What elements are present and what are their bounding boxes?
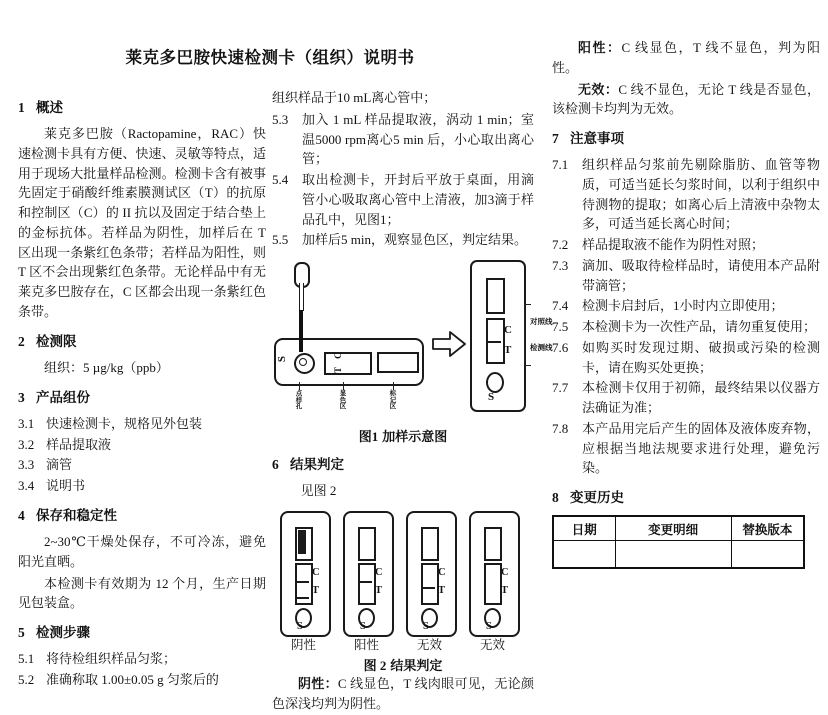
item-key: 3.3	[18, 457, 35, 473]
control-band-icon	[295, 581, 309, 583]
figure-1-zone-labels	[272, 382, 422, 422]
left-column	[18, 88, 266, 691]
marker-window-icon	[377, 352, 419, 373]
sample-well-letter: S	[297, 620, 303, 632]
lower-window-icon	[358, 563, 376, 605]
list-item	[18, 435, 266, 455]
list-item	[272, 170, 534, 229]
line-label-bracket	[524, 304, 531, 366]
leader-line	[343, 382, 344, 390]
section-6-title: 结果判定	[290, 457, 344, 472]
positive-text: C 线显色，T 线不显色，判为阳性。	[552, 40, 820, 75]
figure-1-caption	[272, 426, 534, 445]
invalid-term: 无效：	[578, 81, 619, 97]
section-3-title: 产品组份	[36, 389, 90, 405]
storage-paragraph-1: 2~30℃干燥处保存，不可冷冻，避免阳光直晒。	[18, 534, 266, 569]
section-8-heading	[552, 489, 820, 507]
section-7-heading	[552, 130, 820, 148]
item-value: 本检测卡仅用于初筛，最终结果以仪器方法确证为准；	[582, 380, 820, 416]
section-4-heading	[18, 507, 266, 525]
item-value: 检测卡启封后，1小时内立即使用；	[582, 298, 784, 314]
lower-window-icon	[421, 563, 439, 605]
list-item	[272, 230, 534, 250]
item-key: 7.3	[552, 257, 569, 273]
vertical-test-card	[470, 260, 526, 412]
result-window-icon	[324, 352, 372, 375]
result-strip-negative	[280, 511, 331, 637]
sample-well-icon	[486, 372, 504, 393]
section-5-title: 检测步骤	[36, 625, 90, 641]
list-item	[552, 296, 820, 316]
result-strip-invalid-2	[469, 511, 520, 637]
item-value: 加入 1 mL 样品提取液，涡动 1 min；室温5000 rpm离心5 min 后，小心取出离心管；	[302, 111, 534, 167]
item-value: 样品提取液	[46, 436, 112, 452]
list-item	[552, 378, 820, 418]
column-header-date: 日期	[553, 516, 615, 541]
item-key: 7.1	[552, 157, 569, 173]
item-key: 5.4	[272, 172, 289, 187]
test-line-letter: T	[501, 584, 509, 596]
negative-term: 阴性：	[298, 675, 338, 691]
section-4-number: 4	[18, 507, 25, 523]
section-8-number: 8	[552, 490, 559, 506]
result-strip-positive	[343, 511, 394, 637]
leader-line	[393, 382, 394, 390]
negative-text: C 线显色，T 线肉眼可见，无论颜色深浅均判为阴性。	[272, 675, 534, 711]
storage-paragraph-2: 本检测卡有效期为 12 个月，生产日期见包装盒。	[18, 575, 266, 611]
item-value: 加样后5 min，观察显色区，判定结果。	[302, 232, 527, 248]
list-item	[18, 476, 266, 496]
section-3-number: 3	[18, 389, 25, 405]
upper-window-icon	[486, 278, 505, 314]
dropper-stem-icon	[299, 283, 304, 311]
section-1-number: 1	[18, 100, 25, 115]
invalid-result-note	[552, 80, 820, 120]
list-item	[18, 414, 266, 434]
item-value: 快速检测卡，规格见外包装	[46, 415, 203, 431]
table-row	[553, 541, 804, 569]
list-item	[18, 455, 266, 475]
item-key: 7.7	[552, 380, 569, 396]
zone-label-color-zone: 显色区	[339, 390, 347, 411]
strip-result-label: 无效	[479, 637, 505, 652]
section-1-paragraph: 莱克多巴胺（Ractopamine，RAC）快速检测卡具有方便、快速、灵敏等特点，适用于现场大批量样品检测。检测卡含有被事先固定于硝酸纤维素膜测试区（T）的抗原和控制区（C）的 II 抗以及固定于结合垫上的金标抗体。若样品为阴性，加样后在 T 区出现一条紫红色条带；若样品为阳性，则 T 区不会出现紫红色条带。无论样品中有无莱克多巴胺存在，C 区都会出现一条紫红色条带。	[18, 126, 266, 319]
item-value: 将待检组织样品匀浆；	[46, 651, 177, 667]
sample-well-letter: S	[486, 620, 492, 632]
item-value: 本检测卡为一次性产品，请勿重复使用；	[582, 319, 817, 335]
list-item	[552, 256, 820, 296]
item-value: 组织样品匀浆前先剔除脂肪、血管等物质，可适当延长匀浆时间，以利于组织中待测物的提取；如离心后上清液中杂物太多，可适当延长离心时间；	[582, 157, 820, 232]
list-item	[272, 110, 534, 169]
section-6-number: 6	[272, 457, 279, 472]
test-line-letter: T	[375, 584, 383, 596]
right-column	[552, 38, 820, 569]
zone-label-sample-well: 点样孔	[295, 390, 303, 411]
item-value: 滴加、吸取待检样品时，请使用本产品附带滴管；	[582, 257, 820, 293]
item-key: 5.5	[272, 232, 289, 248]
list-item	[18, 670, 266, 690]
item-key: 7.2	[552, 237, 569, 253]
section-8-title: 变更历史	[570, 490, 624, 506]
item-key: 7.6	[552, 339, 569, 355]
control-line-letter: C	[501, 566, 509, 578]
upper-band-icon	[298, 530, 306, 554]
list-item	[552, 338, 820, 378]
process-arrow-icon	[432, 330, 466, 358]
section-5-carryover-text: 组织样品于10 mL离心管中；	[272, 90, 437, 105]
item-key: 7.5	[552, 319, 569, 335]
test-band-icon	[421, 587, 435, 589]
upper-window-icon	[484, 527, 502, 561]
item-key: 3.4	[18, 478, 35, 494]
item-key: 3.2	[18, 436, 35, 452]
item-value: 说明书	[46, 478, 86, 494]
item-key: 7.8	[552, 420, 569, 436]
horizontal-test-card	[274, 338, 424, 386]
test-line-label: 检测线	[530, 343, 553, 352]
section-4-title: 保存和稳定性	[36, 507, 117, 523]
list-item	[552, 317, 820, 337]
item-key: 5.2	[18, 672, 35, 688]
window-divider-icon	[486, 341, 501, 343]
item-value: 本产品用完后产生的固体及液体废弃物，应根据当地法规要求进行处理，避免污染。	[582, 420, 820, 476]
section-2-number: 2	[18, 333, 25, 349]
item-value: 如购买时发现过期、破损或污染的检测卡，请在购买处更换；	[582, 339, 820, 375]
section-5-number: 5	[18, 625, 25, 641]
control-line-letter: C	[438, 566, 446, 578]
invalid-text: C 线不显色，无论 T 线是否显色，该检测卡均判为无效。	[552, 81, 820, 117]
middle-column	[272, 88, 553, 715]
detection-limit-value: 组织：5 µg/kg（ppb）	[44, 359, 169, 375]
sample-well-letter: S	[423, 620, 429, 632]
test-line-letter: T	[438, 584, 446, 596]
test-line-letter: T	[504, 344, 512, 356]
positive-result-note	[552, 38, 820, 78]
see-figure-2-text: 见图 2	[300, 483, 337, 499]
cell-date	[553, 541, 615, 569]
figure-1-title: 加样示意图	[382, 429, 448, 444]
sample-well-letter: S	[360, 620, 366, 632]
column-header-details: 变更明细	[615, 516, 731, 541]
cell-details	[615, 541, 731, 569]
item-value: 样品提取液不能作为阴性对照；	[582, 237, 765, 253]
positive-term: 阳性：	[578, 40, 622, 55]
column-header-version: 替换版本	[731, 516, 804, 541]
list-item	[552, 235, 820, 255]
section-1-heading	[18, 99, 266, 117]
figure-1-diagram	[272, 256, 553, 424]
test-line-letter: T	[312, 584, 320, 596]
section-7-title: 注意事项	[570, 131, 624, 146]
section-2-heading	[18, 333, 266, 351]
strip-result-label: 阴性	[290, 637, 316, 652]
figure-2-label: 图 2	[363, 657, 387, 673]
figure-2-title: 结果判定	[390, 657, 443, 673]
cell-version	[731, 541, 804, 569]
change-history-table	[552, 515, 805, 569]
page-title: 莱克多巴胺快速检测卡（组织）说明书	[125, 48, 415, 67]
item-value: 准确称取 1.00±0.05 g 匀浆后的	[46, 672, 219, 688]
lower-window-icon	[484, 563, 502, 605]
item-key: 5.1	[18, 651, 35, 667]
section-3-heading	[18, 389, 266, 407]
list-item	[552, 419, 820, 478]
item-value: 取出检测卡，开封后平放于桌面，用滴管小心吸取离心管中上清液，加3滴于样品孔中，见图1；	[302, 172, 534, 227]
strip-result-label: 阳性	[353, 637, 379, 652]
item-key: 3.1	[18, 415, 35, 431]
dropper-icon	[298, 262, 303, 350]
figure-1-label: 图1	[358, 429, 379, 444]
sample-well-letter: S	[488, 391, 495, 403]
item-value: 滴管	[46, 457, 73, 473]
figure-2-diagram	[272, 511, 534, 653]
negative-result-note	[272, 674, 534, 714]
test-band-icon	[295, 597, 309, 599]
upper-window-icon	[358, 527, 376, 561]
item-key: 5.3	[272, 111, 289, 127]
ct-mini-label: T C	[333, 349, 343, 373]
sample-well-icon	[294, 353, 315, 374]
strip-result-label: 无效	[416, 637, 442, 652]
control-line-letter: C	[312, 566, 320, 578]
section-2-title: 检测限	[36, 333, 77, 349]
section-7-number: 7	[552, 131, 559, 146]
section-6-heading	[272, 456, 534, 474]
control-line-letter: C	[504, 324, 512, 336]
list-item	[552, 155, 820, 234]
dropper-liquid-icon	[299, 310, 304, 352]
sample-well-letter: S	[276, 355, 289, 363]
item-key: 7.4	[552, 298, 569, 314]
result-strip-invalid-1	[406, 511, 457, 637]
section-5-heading	[18, 624, 266, 642]
control-line-label: 对照线	[530, 317, 553, 326]
control-band-icon	[358, 581, 372, 583]
zone-label-marker-zone: 标记区	[389, 390, 397, 411]
control-line-letter: C	[375, 566, 383, 578]
figure-2-caption	[272, 655, 534, 674]
leader-line	[299, 382, 300, 390]
list-item	[18, 649, 266, 669]
section-1-title: 概述	[36, 100, 63, 115]
table-header-row	[553, 516, 804, 541]
upper-window-icon	[421, 527, 439, 561]
